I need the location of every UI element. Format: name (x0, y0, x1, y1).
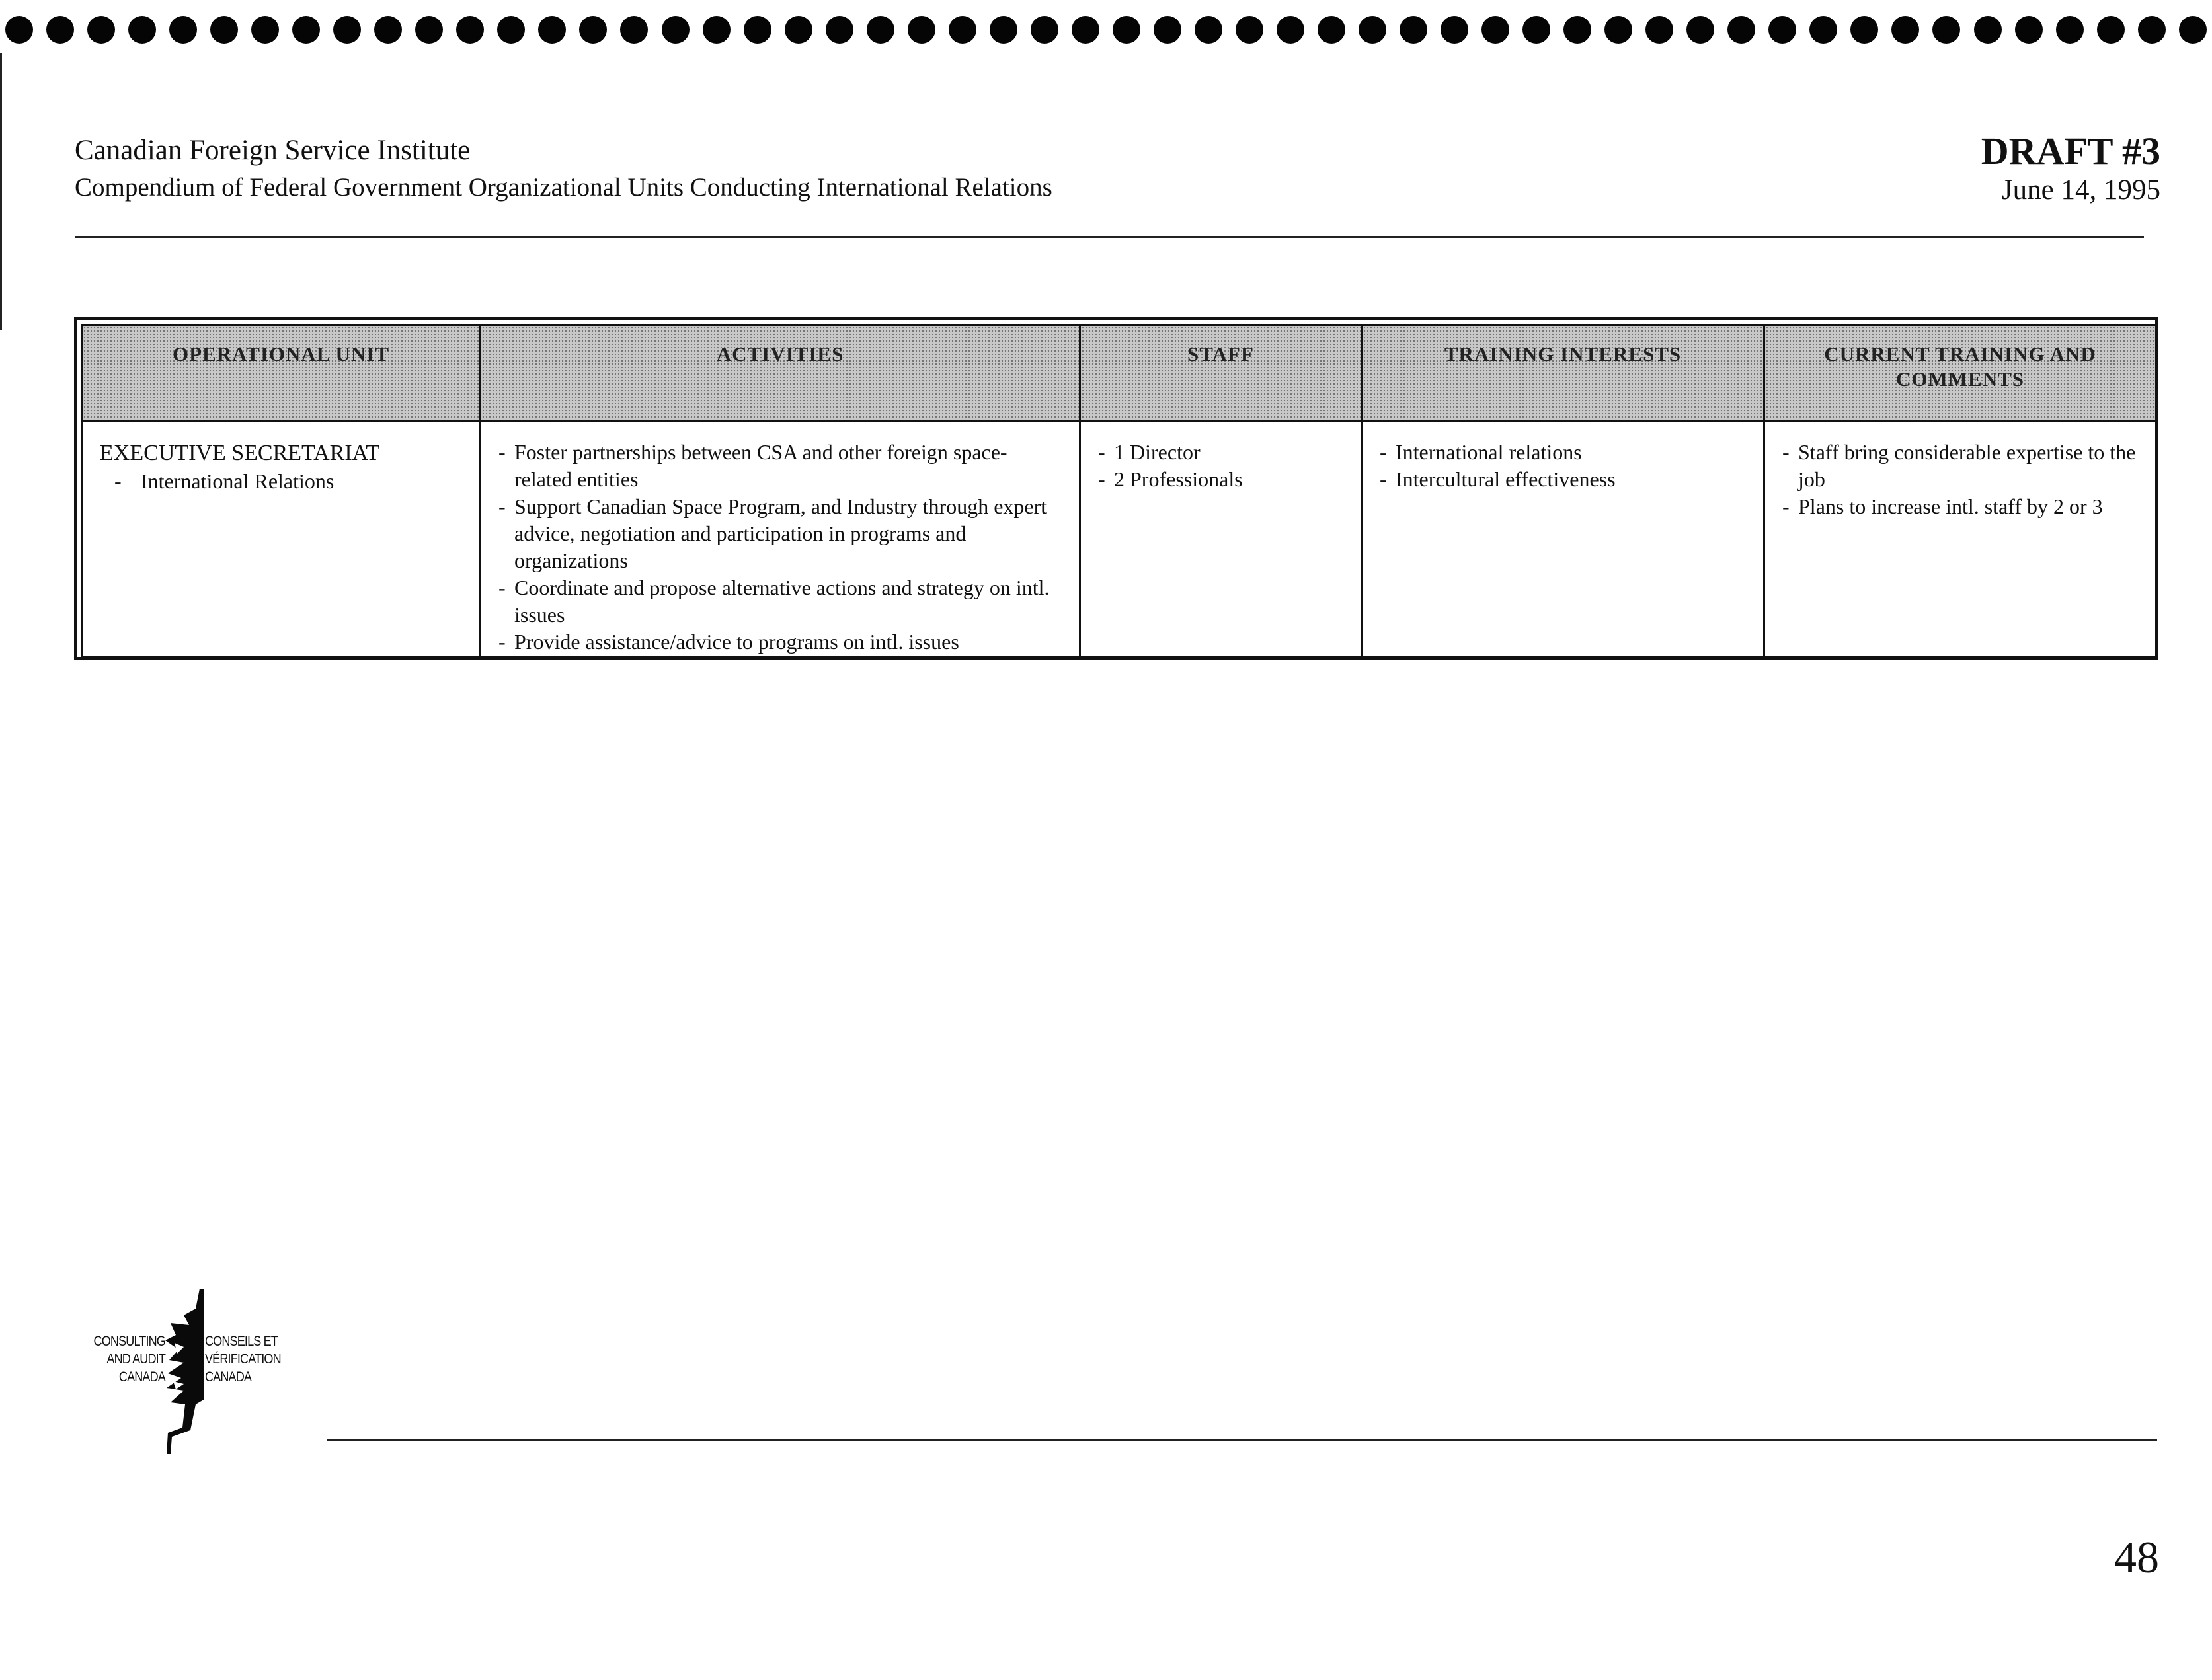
binder-hole-dot (1318, 16, 1345, 44)
binder-hole-dot (128, 16, 156, 44)
cell-activities (481, 421, 1080, 657)
binder-hole-dot (1727, 16, 1755, 44)
col-header-activities: ACTIVITIES (481, 325, 1080, 421)
cell-training-interests (1362, 421, 1764, 657)
header-right (1981, 130, 2160, 208)
binder-hole-dot (990, 16, 1017, 44)
binder-hole-dot (1974, 16, 2002, 44)
footer-rule (327, 1439, 2157, 1441)
maple-leaf-icon (164, 1289, 204, 1454)
activity-item: - Provide assistance/advice to programs on intl. issues (498, 629, 1063, 656)
binder-hole-dot (1686, 16, 1714, 44)
logo-line: CONSULTING (93, 1334, 165, 1349)
binder-hole-dot (2097, 16, 2125, 44)
training-item: - Intercultural effectiveness (1380, 466, 1747, 493)
binder-hole-dot (333, 16, 361, 44)
page-number: 48 (2114, 1532, 2159, 1582)
logo-line: AND AUDIT (106, 1352, 165, 1367)
binder-hole-dot (1154, 16, 1181, 44)
binder-hole-dot (1563, 16, 1591, 44)
activity-item: - Support Canadian Space Program, and Industry through expert advice, negotiation and participation in programs and organizations (498, 493, 1063, 574)
compendium-title: Compendium of Federal Government Organizational Units Conducting International Relations (75, 173, 1052, 202)
consulting-audit-canada-logo (85, 1289, 296, 1454)
binder-hole-dot (703, 16, 731, 44)
binder-hole-dot (2056, 16, 2084, 44)
binder-hole-dot (579, 16, 607, 44)
unit-subunit-label: International Relations (141, 469, 335, 493)
binder-hole-dot (169, 16, 197, 44)
binder-hole-dot (1522, 16, 1550, 44)
logo-line: CONSEILS ET (205, 1334, 278, 1349)
logo-line: CANADA (205, 1369, 252, 1385)
binder-hole-dot (1768, 16, 1796, 44)
binder-hole-dot (1645, 16, 1673, 44)
binder-edge (0, 53, 2, 330)
cell-comments (1764, 421, 2156, 657)
binder-hole-dot (2179, 16, 2207, 44)
binder-hole-dot (87, 16, 115, 44)
binder-hole-dot (1400, 16, 1427, 44)
binder-hole-dot (662, 16, 690, 44)
header-rule (75, 236, 2144, 238)
binder-hole-dot (1891, 16, 1919, 44)
activity-item: - Foster partnerships between CSA and other foreign space-related entities (498, 439, 1063, 493)
comment-item: - Staff bring considerable expertise to the job (1782, 439, 2139, 493)
binder-hole-dot (2138, 16, 2166, 44)
binder-hole-dot (744, 16, 771, 44)
binder-hole-dot (1236, 16, 1263, 44)
col-header-training-interests: TRAINING INTERESTS (1362, 325, 1764, 421)
cell-staff (1080, 421, 1362, 657)
binder-hole-dot (1277, 16, 1304, 44)
col-header-staff: STAFF (1080, 325, 1362, 421)
logo-text-english (91, 1332, 165, 1386)
binder-hole-dot (908, 16, 935, 44)
logo-line: CANADA (118, 1369, 165, 1385)
binder-dots (5, 12, 2207, 48)
binder-hole-dot (497, 16, 525, 44)
binder-hole-dot (251, 16, 279, 44)
binder-hole-dot (538, 16, 566, 44)
activity-item: - Coordinate and propose alternative actions and strategy on intl. issues (498, 574, 1063, 629)
staff-list (1098, 439, 1345, 493)
unit-name: EXECUTIVE SECRETARIAT (100, 441, 380, 465)
units-table (74, 317, 2158, 660)
binder-hole-dot (1359, 16, 1386, 44)
binder-hole-dot (374, 16, 402, 44)
binder-hole-dot (1481, 16, 1509, 44)
binder-hole-dot (1809, 16, 1837, 44)
draft-label: DRAFT #3 (1981, 130, 2160, 172)
binder-hole-dot (1850, 16, 1878, 44)
col-header-operational-unit: OPERATIONAL UNIT (82, 325, 481, 421)
logo-line: VÉRIFICATION (205, 1352, 281, 1367)
binder-hole-dot (5, 16, 33, 44)
table-row (82, 421, 2156, 657)
binder-hole-dot (210, 16, 238, 44)
binder-hole-dot (1604, 16, 1632, 44)
binder-hole-dot (46, 16, 74, 44)
binder-hole-dot (620, 16, 648, 44)
training-list (1380, 439, 1747, 493)
binder-hole-dot (867, 16, 894, 44)
logo-text-french (205, 1332, 290, 1386)
binder-hole-dot (1932, 16, 1960, 44)
activity-list (498, 439, 1063, 656)
comment-item: - Plans to increase intl. staff by 2 or 3 (1782, 493, 2139, 520)
header-left (75, 132, 1052, 206)
col-header-current-training: CURRENT TRAINING AND COMMENTS (1764, 325, 2156, 421)
binder-hole-dot (1031, 16, 1058, 44)
institute-name: Canadian Foreign Service Institute (75, 135, 471, 166)
staff-item: - 2 Professionals (1098, 466, 1345, 493)
binder-hole-dot (456, 16, 484, 44)
binder-hole-dot (1113, 16, 1140, 44)
binder-hole-dot (415, 16, 443, 44)
binder-hole-dot (2015, 16, 2043, 44)
binder-hole-dot (292, 16, 320, 44)
comment-list (1782, 439, 2139, 520)
binder-hole-dot (1072, 16, 1099, 44)
binder-hole-dot (1195, 16, 1222, 44)
training-item: - International relations (1380, 439, 1747, 466)
binder-hole-dot (1441, 16, 1468, 44)
staff-item: - 1 Director (1098, 439, 1345, 466)
cell-operational-unit (82, 421, 481, 657)
binder-hole-dot (785, 16, 812, 44)
binder-hole-dot (949, 16, 976, 44)
draft-date: June 14, 1995 (2001, 174, 2160, 206)
binder-hole-dot (826, 16, 853, 44)
unit-subunit: - International Relations (114, 469, 335, 493)
